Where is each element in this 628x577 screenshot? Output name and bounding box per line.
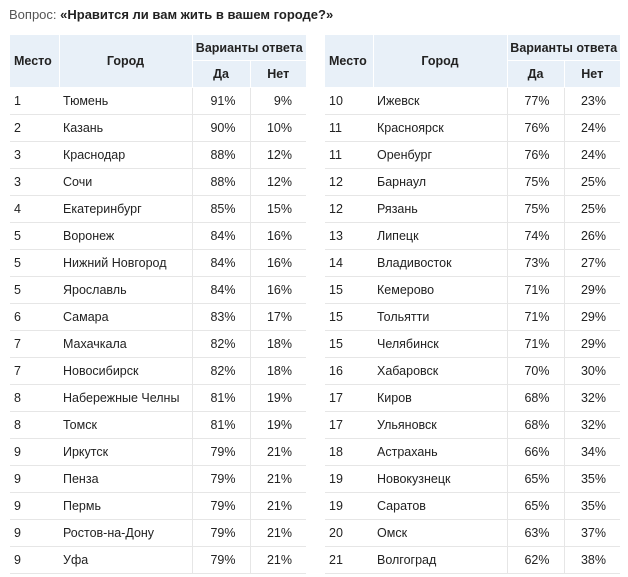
city-cell: Челябинск bbox=[373, 331, 507, 358]
table-row bbox=[325, 358, 620, 385]
table-row bbox=[325, 142, 620, 169]
rank-cell: 13 bbox=[325, 223, 373, 250]
header-answers: Варианты ответа bbox=[192, 35, 306, 61]
yes-percent-cell: 66% bbox=[507, 439, 564, 466]
city-cell: Барнаул bbox=[373, 169, 507, 196]
yes-percent-cell: 68% bbox=[507, 412, 564, 439]
rank-cell: 11 bbox=[325, 115, 373, 142]
rank-cell: 9 bbox=[10, 466, 59, 493]
table-row bbox=[325, 115, 620, 142]
no-percent-cell: 21% bbox=[250, 493, 306, 520]
no-percent-cell: 29% bbox=[564, 277, 620, 304]
yes-percent-cell: 75% bbox=[507, 196, 564, 223]
yes-percent-cell: 79% bbox=[192, 439, 250, 466]
rank-cell: 21 bbox=[325, 547, 373, 574]
rank-cell: 14 bbox=[325, 250, 373, 277]
ranking-table-left bbox=[10, 35, 306, 574]
table-row bbox=[325, 223, 620, 250]
rank-cell: 9 bbox=[10, 439, 59, 466]
yes-percent-cell: 84% bbox=[192, 277, 250, 304]
no-percent-cell: 15% bbox=[250, 196, 306, 223]
city-cell: Краснодар bbox=[59, 142, 192, 169]
table-row bbox=[10, 520, 306, 547]
city-cell: Кемерово bbox=[373, 277, 507, 304]
rank-cell: 6 bbox=[10, 304, 59, 331]
rank-cell: 19 bbox=[325, 493, 373, 520]
yes-percent-cell: 71% bbox=[507, 304, 564, 331]
yes-percent-cell: 91% bbox=[192, 88, 250, 115]
rank-cell: 18 bbox=[325, 439, 373, 466]
yes-percent-cell: 63% bbox=[507, 520, 564, 547]
rank-cell: 7 bbox=[10, 358, 59, 385]
table-row bbox=[10, 385, 306, 412]
question-text: «Нравится ли вам жить в вашем городе?» bbox=[60, 7, 334, 22]
yes-percent-cell: 76% bbox=[507, 115, 564, 142]
yes-percent-cell: 79% bbox=[192, 466, 250, 493]
yes-percent-cell: 79% bbox=[192, 493, 250, 520]
city-cell: Ростов-на-Дону bbox=[59, 520, 192, 547]
yes-percent-cell: 88% bbox=[192, 142, 250, 169]
rank-cell: 12 bbox=[325, 196, 373, 223]
yes-percent-cell: 68% bbox=[507, 385, 564, 412]
no-percent-cell: 23% bbox=[564, 88, 620, 115]
yes-percent-cell: 70% bbox=[507, 358, 564, 385]
survey-question bbox=[9, 6, 333, 24]
rank-cell: 15 bbox=[325, 277, 373, 304]
rank-cell: 8 bbox=[10, 412, 59, 439]
ranking-table-right bbox=[325, 35, 620, 574]
no-percent-cell: 21% bbox=[250, 439, 306, 466]
table-row bbox=[10, 88, 306, 115]
yes-percent-cell: 71% bbox=[507, 331, 564, 358]
rank-cell: 5 bbox=[10, 223, 59, 250]
rank-cell: 9 bbox=[10, 547, 59, 574]
table-body-right bbox=[325, 88, 620, 574]
rank-cell: 1 bbox=[10, 88, 59, 115]
yes-percent-cell: 79% bbox=[192, 547, 250, 574]
city-cell: Оренбург bbox=[373, 142, 507, 169]
no-percent-cell: 24% bbox=[564, 142, 620, 169]
yes-percent-cell: 84% bbox=[192, 223, 250, 250]
header-yes: Да bbox=[192, 61, 250, 88]
no-percent-cell: 26% bbox=[564, 223, 620, 250]
yes-percent-cell: 81% bbox=[192, 385, 250, 412]
rank-cell: 3 bbox=[10, 142, 59, 169]
table-row bbox=[325, 88, 620, 115]
city-cell: Ярославль bbox=[59, 277, 192, 304]
city-cell: Астрахань bbox=[373, 439, 507, 466]
rank-cell: 4 bbox=[10, 196, 59, 223]
rank-cell: 15 bbox=[325, 331, 373, 358]
no-percent-cell: 16% bbox=[250, 277, 306, 304]
city-cell: Омск bbox=[373, 520, 507, 547]
table-row bbox=[325, 331, 620, 358]
no-percent-cell: 32% bbox=[564, 385, 620, 412]
city-cell: Казань bbox=[59, 115, 192, 142]
table-row bbox=[10, 304, 306, 331]
no-percent-cell: 18% bbox=[250, 331, 306, 358]
city-cell: Тольятти bbox=[373, 304, 507, 331]
no-percent-cell: 25% bbox=[564, 196, 620, 223]
table-row bbox=[325, 520, 620, 547]
city-cell: Саратов bbox=[373, 493, 507, 520]
table-row bbox=[10, 142, 306, 169]
table-row bbox=[10, 277, 306, 304]
city-cell: Новосибирск bbox=[59, 358, 192, 385]
no-percent-cell: 29% bbox=[564, 304, 620, 331]
city-cell: Киров bbox=[373, 385, 507, 412]
no-percent-cell: 27% bbox=[564, 250, 620, 277]
city-cell: Липецк bbox=[373, 223, 507, 250]
city-cell: Хабаровск bbox=[373, 358, 507, 385]
yes-percent-cell: 84% bbox=[192, 250, 250, 277]
city-cell: Сочи bbox=[59, 169, 192, 196]
no-percent-cell: 21% bbox=[250, 466, 306, 493]
yes-percent-cell: 71% bbox=[507, 277, 564, 304]
rank-cell: 3 bbox=[10, 169, 59, 196]
city-cell: Тюмень bbox=[59, 88, 192, 115]
city-cell: Набережные Челны bbox=[59, 385, 192, 412]
table-row bbox=[10, 223, 306, 250]
table-row bbox=[325, 169, 620, 196]
city-cell: Нижний Новгород bbox=[59, 250, 192, 277]
rank-cell: 19 bbox=[325, 466, 373, 493]
no-percent-cell: 17% bbox=[250, 304, 306, 331]
yes-percent-cell: 88% bbox=[192, 169, 250, 196]
rank-cell: 12 bbox=[325, 169, 373, 196]
yes-percent-cell: 74% bbox=[507, 223, 564, 250]
header-no: Нет bbox=[250, 61, 306, 88]
yes-percent-cell: 65% bbox=[507, 466, 564, 493]
yes-percent-cell: 82% bbox=[192, 358, 250, 385]
city-cell: Воронеж bbox=[59, 223, 192, 250]
city-cell: Пенза bbox=[59, 466, 192, 493]
no-percent-cell: 35% bbox=[564, 493, 620, 520]
table-row bbox=[325, 304, 620, 331]
yes-percent-cell: 90% bbox=[192, 115, 250, 142]
no-percent-cell: 38% bbox=[564, 547, 620, 574]
city-cell: Махачкала bbox=[59, 331, 192, 358]
no-percent-cell: 37% bbox=[564, 520, 620, 547]
no-percent-cell: 34% bbox=[564, 439, 620, 466]
city-cell: Ульяновск bbox=[373, 412, 507, 439]
rank-cell: 11 bbox=[325, 142, 373, 169]
table-row bbox=[325, 493, 620, 520]
yes-percent-cell: 76% bbox=[507, 142, 564, 169]
no-percent-cell: 19% bbox=[250, 385, 306, 412]
rank-cell: 16 bbox=[325, 358, 373, 385]
question-label: Вопрос: bbox=[9, 7, 57, 22]
city-cell: Владивосток bbox=[373, 250, 507, 277]
city-cell: Пермь bbox=[59, 493, 192, 520]
no-percent-cell: 21% bbox=[250, 547, 306, 574]
city-cell: Екатеринбург bbox=[59, 196, 192, 223]
rank-cell: 17 bbox=[325, 412, 373, 439]
table-row bbox=[10, 412, 306, 439]
city-cell: Красноярск bbox=[373, 115, 507, 142]
city-cell: Ижевск bbox=[373, 88, 507, 115]
table-row bbox=[10, 493, 306, 520]
table-row bbox=[10, 466, 306, 493]
no-percent-cell: 21% bbox=[250, 520, 306, 547]
table-row bbox=[325, 196, 620, 223]
rank-cell: 17 bbox=[325, 385, 373, 412]
yes-percent-cell: 83% bbox=[192, 304, 250, 331]
table-row bbox=[10, 115, 306, 142]
city-cell: Томск bbox=[59, 412, 192, 439]
rank-cell: 10 bbox=[325, 88, 373, 115]
table-row bbox=[325, 412, 620, 439]
city-cell: Новокузнецк bbox=[373, 466, 507, 493]
no-percent-cell: 24% bbox=[564, 115, 620, 142]
table-row bbox=[325, 466, 620, 493]
table-row bbox=[10, 331, 306, 358]
header-yes: Да bbox=[507, 61, 564, 88]
rank-cell: 5 bbox=[10, 277, 59, 304]
no-percent-cell: 25% bbox=[564, 169, 620, 196]
no-percent-cell: 12% bbox=[250, 142, 306, 169]
table-row bbox=[325, 385, 620, 412]
no-percent-cell: 12% bbox=[250, 169, 306, 196]
rank-cell: 2 bbox=[10, 115, 59, 142]
rank-cell: 15 bbox=[325, 304, 373, 331]
yes-percent-cell: 62% bbox=[507, 547, 564, 574]
rank-cell: 5 bbox=[10, 250, 59, 277]
table-row bbox=[325, 547, 620, 574]
header-rank: Место bbox=[325, 35, 373, 88]
yes-percent-cell: 81% bbox=[192, 412, 250, 439]
city-cell: Иркутск bbox=[59, 439, 192, 466]
rank-cell: 8 bbox=[10, 385, 59, 412]
no-percent-cell: 18% bbox=[250, 358, 306, 385]
no-percent-cell: 16% bbox=[250, 223, 306, 250]
yes-percent-cell: 73% bbox=[507, 250, 564, 277]
yes-percent-cell: 82% bbox=[192, 331, 250, 358]
yes-percent-cell: 75% bbox=[507, 169, 564, 196]
table-row bbox=[10, 196, 306, 223]
rank-cell: 20 bbox=[325, 520, 373, 547]
city-cell: Волгоград bbox=[373, 547, 507, 574]
table-row bbox=[10, 250, 306, 277]
rank-cell: 7 bbox=[10, 331, 59, 358]
table-row bbox=[325, 439, 620, 466]
table-row bbox=[325, 277, 620, 304]
header-answers: Варианты ответа bbox=[507, 35, 620, 61]
city-cell: Уфа bbox=[59, 547, 192, 574]
table-row bbox=[10, 169, 306, 196]
no-percent-cell: 16% bbox=[250, 250, 306, 277]
no-percent-cell: 29% bbox=[564, 331, 620, 358]
header-city: Город bbox=[373, 35, 507, 88]
city-cell: Рязань bbox=[373, 196, 507, 223]
no-percent-cell: 9% bbox=[250, 88, 306, 115]
header-no: Нет bbox=[564, 61, 620, 88]
no-percent-cell: 30% bbox=[564, 358, 620, 385]
no-percent-cell: 19% bbox=[250, 412, 306, 439]
yes-percent-cell: 65% bbox=[507, 493, 564, 520]
yes-percent-cell: 85% bbox=[192, 196, 250, 223]
no-percent-cell: 10% bbox=[250, 115, 306, 142]
table-row bbox=[10, 547, 306, 574]
no-percent-cell: 35% bbox=[564, 466, 620, 493]
no-percent-cell: 32% bbox=[564, 412, 620, 439]
yes-percent-cell: 77% bbox=[507, 88, 564, 115]
table-row bbox=[325, 250, 620, 277]
table-body-left bbox=[10, 88, 306, 574]
header-rank: Место bbox=[10, 35, 59, 88]
header-city: Город bbox=[59, 35, 192, 88]
rank-cell: 9 bbox=[10, 493, 59, 520]
city-cell: Самара bbox=[59, 304, 192, 331]
table-row bbox=[10, 358, 306, 385]
rank-cell: 9 bbox=[10, 520, 59, 547]
yes-percent-cell: 79% bbox=[192, 520, 250, 547]
table-row bbox=[10, 439, 306, 466]
